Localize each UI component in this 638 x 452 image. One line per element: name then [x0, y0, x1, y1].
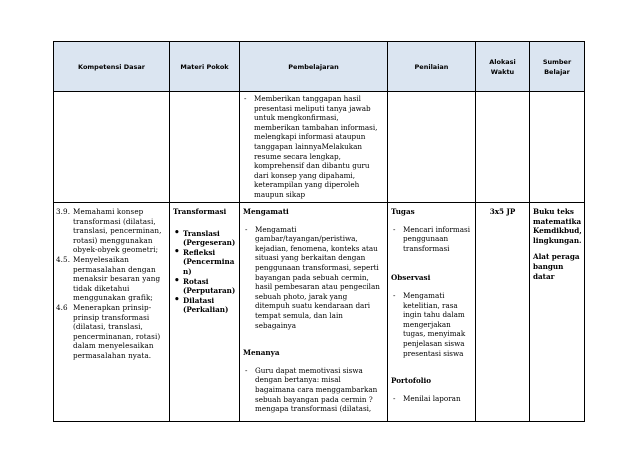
header-pembelajaran: Pembelajaran: [240, 42, 388, 92]
row2-kd-cell: [54, 203, 170, 422]
tugas-item: - Mencari informasi penggunaan transformasi: [391, 225, 471, 254]
kd-number: 3.9.: [56, 207, 71, 216]
alokasi-value: 3x5 JP: [489, 207, 516, 216]
table-row: [54, 92, 585, 203]
row2-materi-cell: [170, 203, 240, 422]
header-materi-pokok: Materi Pokok: [170, 42, 240, 92]
materi-item: • Refleksi (Pencermina n): [173, 248, 236, 277]
row2-sumber-cell: [530, 203, 585, 422]
sumber-item: Buku teks matematika Kemdikbud, lingkungan.: [533, 207, 582, 245]
observasi-item: - Mengamati ketelitian, rasa ingin tahu dalam mengerjakan tugas, menyimak penjelasan siswa presentasi siswa: [391, 291, 471, 358]
header-alokasi-label: Alokasi Waktu: [489, 57, 516, 76]
menanya-title: Menanya: [243, 348, 280, 358]
header-sumber-label: Sumber Belajar: [542, 57, 572, 76]
menanya-item: - Guru dapat memotivasi siswa dengan bertanya: misal bagaimana cara menggambarkan sebuah bayangan pada cermin ? mengapa transformasi (dilatasi,: [243, 366, 381, 414]
row1-materi-cell: [170, 92, 240, 203]
tugas-title: Tugas: [391, 207, 415, 216]
header-kompetensi-dasar: Kompetensi Dasar: [54, 42, 170, 92]
header-penilaian: Penilaian: [388, 42, 476, 92]
observasi-title: Observasi: [391, 273, 431, 283]
row2-alokasi-cell: [476, 203, 530, 422]
kd-item: [55, 207, 165, 255]
kd-text: Memahami konsep transformasi (dilatasi, translasi, pencerminan, rotasi) menggunakan obyek-obyek geometri;: [73, 207, 162, 255]
header-alokasi-waktu: [476, 42, 530, 92]
row1-sumber-cell: [530, 92, 585, 203]
sumber-item: Alat peraga bangun datar: [533, 252, 580, 281]
mengamati-title: Mengamati: [243, 207, 289, 216]
row1-pembelajaran-cell: [240, 92, 388, 203]
header-sumber-belajar: [530, 42, 585, 92]
syllabus-table: [53, 41, 585, 422]
row1-pembelajaran-item: - Memberikan tanggapan hasil presentasi meliputi tanya jawab untuk mengkonfirmasi, memberikan tambahan informasi, melengkapi informasi ataupun tanggapan lainnyaMelakukan resume secara lengkap, komprehensif dan dibantu guru dari konsep yang dipahami, keterampilan yang diperoleh maupun sikap: [242, 94, 381, 200]
row2-pembelajaran-cell: [240, 203, 388, 422]
kd-number: 4.5.: [56, 254, 71, 264]
kd-text: Menyelesaikan permasalahan dengan menaksir besaran yang tidak diketahui menggunakan grafik;: [73, 254, 161, 303]
kd-item: [55, 255, 165, 303]
materi-item: • Translasi (Pergeseran): [173, 229, 236, 248]
header-row: [54, 42, 585, 92]
row1-penilaian-cell: [388, 92, 476, 203]
row1-kd-cell: [54, 92, 170, 203]
materi-item: • Rotasi (Perputaran): [173, 277, 236, 296]
table-row: [54, 203, 585, 422]
kd-number: 4.6: [56, 302, 68, 312]
portofolio-title: Portofolio: [391, 376, 432, 386]
mengamati-item: - Mengamati gambar/tayangan/peristiwa, kejadian, fenomena, konteks atau situasi yang berkaitan dengan penggunaan transformasi, seperti bayangan pada sebuah cermin, hasil pembesaran atau pengecilan sebuah photo, jarak yang ditempuh suatu kendaraan dari tempat semula, dan lain sebagainya: [243, 225, 381, 331]
materi-item: • Dilatasi (Perkalian): [173, 296, 236, 315]
row1-alokasi-cell: [476, 92, 530, 203]
row2-penilaian-cell: [388, 203, 476, 422]
portofolio-item: - Menilai laporan: [391, 394, 471, 404]
kd-item: [55, 303, 165, 361]
kd-text: Menerapkan prinsip-prinsip transformasi (dilatasi, translasi, pencerminanan, rotasi) dalam menyelesaikan permasalahan nyata.: [73, 302, 161, 360]
materi-title: Transformasi: [173, 207, 227, 216]
